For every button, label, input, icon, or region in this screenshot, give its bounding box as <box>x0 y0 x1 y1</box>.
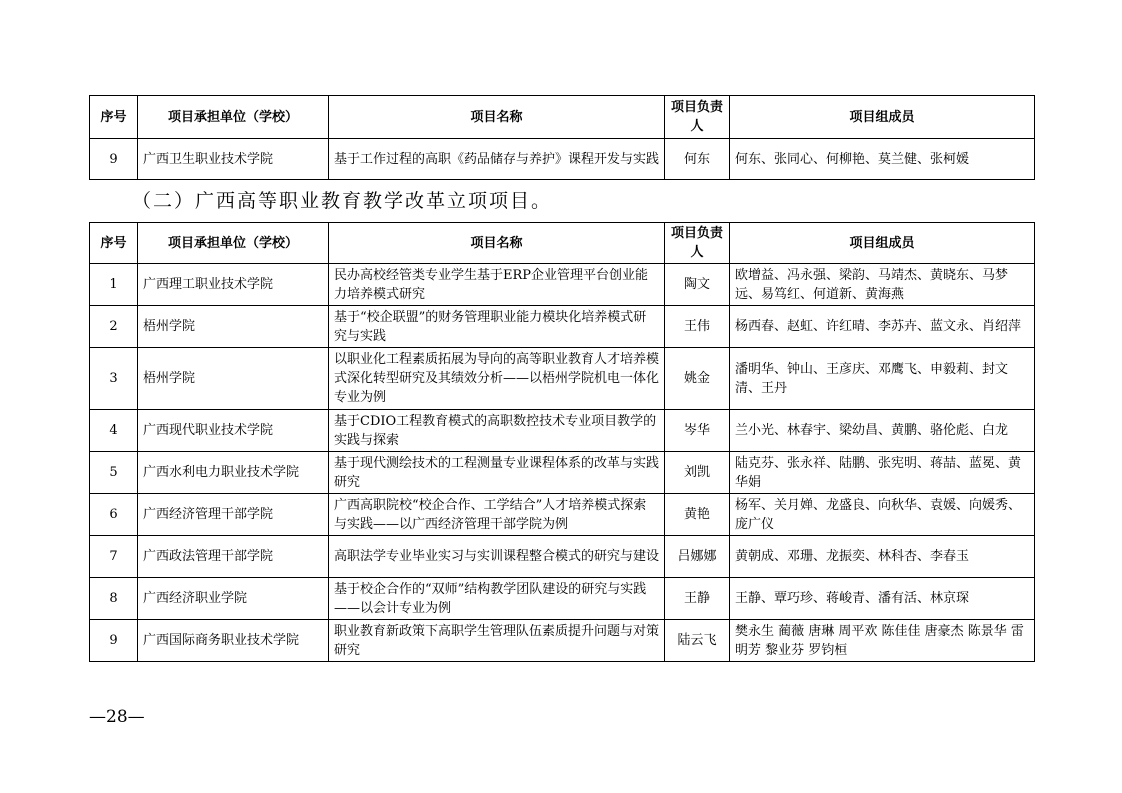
cell-no: 3 <box>90 348 138 410</box>
cell-unit: 广西国际商务职业技术学院 <box>138 620 329 662</box>
cell-unit: 梧州学院 <box>138 348 329 410</box>
project-table-1 <box>89 95 1035 180</box>
cell-leader: 何东 <box>665 139 730 180</box>
cell-leader: 刘凯 <box>665 452 730 494</box>
table-row <box>90 306 1035 348</box>
cell-unit: 广西卫生职业技术学院 <box>138 139 329 180</box>
cell-unit: 广西现代职业技术学院 <box>138 410 329 452</box>
cell-leader: 黄艳 <box>665 494 730 536</box>
header-no: 序号 <box>90 223 138 264</box>
cell-no: 1 <box>90 264 138 306</box>
cell-leader: 王伟 <box>665 306 730 348</box>
cell-no: 9 <box>90 139 138 180</box>
header-name: 项目名称 <box>329 96 665 139</box>
table-row <box>90 452 1035 494</box>
cell-members: 欧增益、冯永强、梁韵、马靖杰、黄晓东、马梦远、易笃红、何道新、黄海燕 <box>730 264 1035 306</box>
cell-unit: 广西政法管理干部学院 <box>138 536 329 578</box>
table-row <box>90 578 1035 620</box>
page-number: —28— <box>89 707 145 727</box>
cell-project-name: 民办高校经管类专业学生基于ERP企业管理平台创业能力培养模式研究 <box>329 264 665 306</box>
cell-project-name: 基于CDIO工程教育模式的高职数控技术专业项目教学的实践与探索 <box>329 410 665 452</box>
cell-leader: 陶文 <box>665 264 730 306</box>
cell-members: 王静、覃巧珍、蒋峻青、潘有活、林京琛 <box>730 578 1035 620</box>
header-leader: 项目负责人 <box>665 223 730 264</box>
cell-members: 黄朝成、邓珊、龙振奕、林科杏、李春玉 <box>730 536 1035 578</box>
table-row <box>90 494 1035 536</box>
cell-leader: 岑华 <box>665 410 730 452</box>
header-unit: 项目承担单位（学校） <box>138 223 329 264</box>
cell-no: 8 <box>90 578 138 620</box>
cell-leader: 王静 <box>665 578 730 620</box>
header-no: 序号 <box>90 96 138 139</box>
section-title: （二）广西高等职业教育教学改革立项项目。 <box>132 190 553 212</box>
cell-members: 樊永生 蔺薇 唐琳 周平欢 陈佳佳 唐豪杰 陈景华 雷明芳 黎业芬 罗钧桓 <box>730 620 1035 662</box>
cell-leader: 姚金 <box>665 348 730 410</box>
cell-unit: 广西经济管理干部学院 <box>138 494 329 536</box>
cell-members: 杨西春、赵虹、许红晴、李苏卉、蓝文永、肖绍萍 <box>730 306 1035 348</box>
table-row <box>90 264 1035 306</box>
header-members: 项目组成员 <box>730 96 1035 139</box>
cell-no: 4 <box>90 410 138 452</box>
table-row <box>90 620 1035 662</box>
cell-project-name: 广西高职院校“校企合作、工学结合”人才培养模式探索与实践——以广西经济管理干部学院为例 <box>329 494 665 536</box>
cell-leader: 陆云飞 <box>665 620 730 662</box>
project-table-2 <box>89 222 1035 662</box>
table-row <box>90 348 1035 410</box>
cell-project-name: 高职法学专业毕业实习与实训课程整合模式的研究与建设 <box>329 536 665 578</box>
cell-members: 陆克芬、张永祥、陆鹏、张宪明、蒋喆、蓝冕、黄华娟 <box>730 452 1035 494</box>
cell-members: 潘明华、钟山、王彦庆、邓鹰飞、申毅莉、封文清、王丹 <box>730 348 1035 410</box>
header-unit: 项目承担单位（学校） <box>138 96 329 139</box>
cell-no: 9 <box>90 620 138 662</box>
cell-leader: 吕娜娜 <box>665 536 730 578</box>
table-row <box>90 139 1035 180</box>
cell-unit: 广西经济职业学院 <box>138 578 329 620</box>
cell-project-name: 基于“校企联盟”的财务管理职业能力模块化培养模式研究与实践 <box>329 306 665 348</box>
cell-unit: 广西理工职业技术学院 <box>138 264 329 306</box>
cell-no: 5 <box>90 452 138 494</box>
cell-unit: 梧州学院 <box>138 306 329 348</box>
header-members: 项目组成员 <box>730 223 1035 264</box>
cell-no: 6 <box>90 494 138 536</box>
cell-unit: 广西水利电力职业技术学院 <box>138 452 329 494</box>
cell-project-name: 基于工作过程的高职《药品储存与养护》课程开发与实践 <box>329 139 665 180</box>
cell-project-name: 基于校企合作的“双师”结构教学团队建设的研究与实践——以会计专业为例 <box>329 578 665 620</box>
cell-project-name: 基于现代测绘技术的工程测量专业课程体系的改革与实践研究 <box>329 452 665 494</box>
cell-no: 2 <box>90 306 138 348</box>
cell-project-name: 职业教育新政策下高职学生管理队伍素质提升问题与对策研究 <box>329 620 665 662</box>
table-row <box>90 410 1035 452</box>
table-header-row <box>90 223 1035 264</box>
header-leader: 项目负责人 <box>665 96 730 139</box>
cell-members: 何东、张同心、何柳艳、莫兰健、张柯媛 <box>730 139 1035 180</box>
cell-members: 兰小光、林春宇、梁幼昌、黄鹏、骆伦彪、白龙 <box>730 410 1035 452</box>
cell-no: 7 <box>90 536 138 578</box>
table-row <box>90 536 1035 578</box>
cell-members: 杨军、关月婵、龙盛良、向秋华、袁媛、向媛秀、庞广仪 <box>730 494 1035 536</box>
cell-project-name: 以职业化工程素质拓展为导向的高等职业教育人才培养模式深化转型研究及其绩效分析——以梧州学院机电一体化专业为例 <box>329 348 665 410</box>
header-name: 项目名称 <box>329 223 665 264</box>
table-header-row <box>90 96 1035 139</box>
